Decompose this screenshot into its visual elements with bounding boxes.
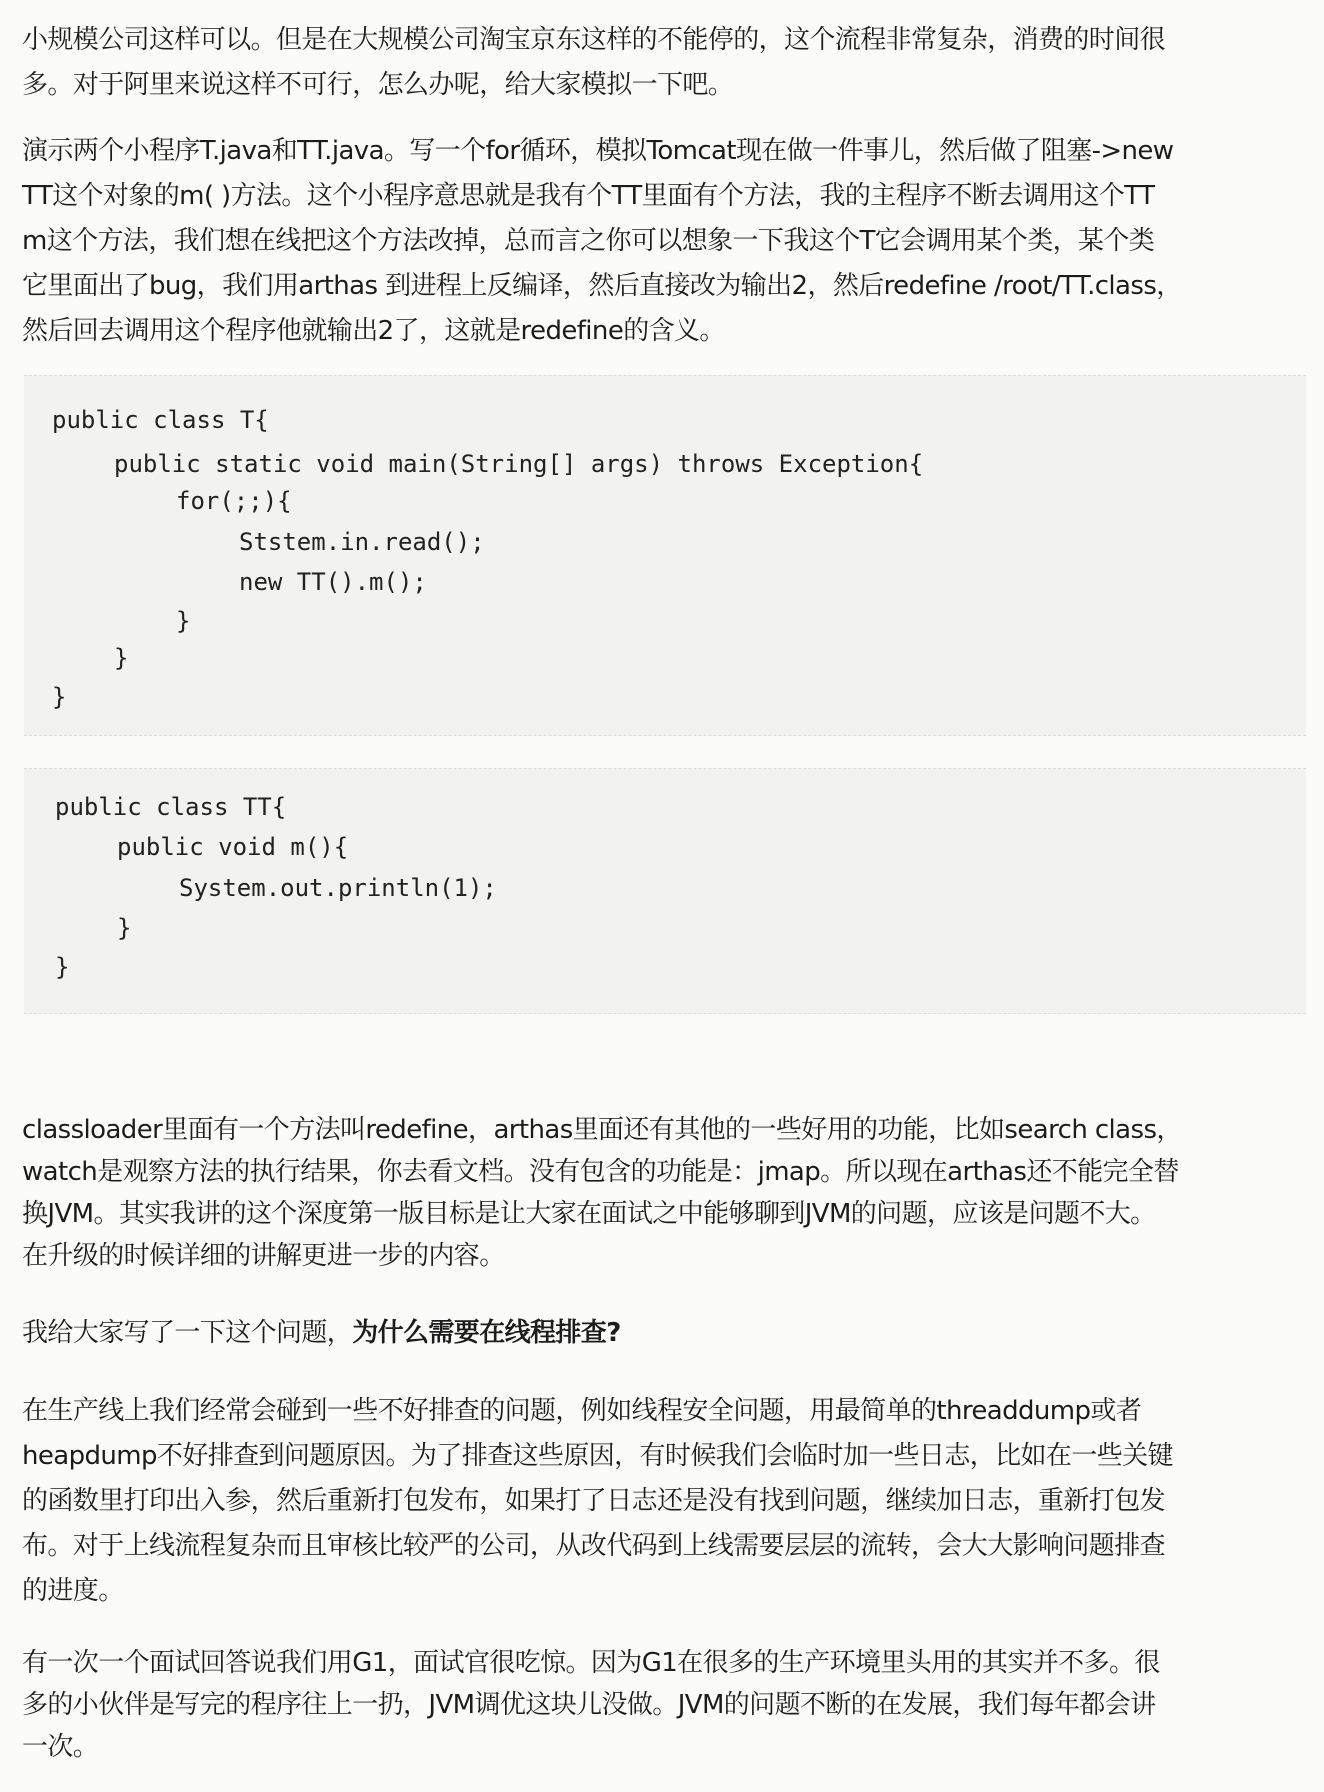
code-block-T xyxy=(24,375,1306,736)
text-plain: 我给大家写了一下这个问题， xyxy=(22,1318,353,1348)
code-line: for(;;){ xyxy=(176,487,292,515)
text-line: 在升级的时候详细的讲解更进一步的内容。 xyxy=(22,1241,505,1271)
text-line: 一次。 xyxy=(22,1732,99,1762)
text-line: heapdump不好排查到问题原因。为了排查这些原因，有时候我们会临时加一些日志，比如在一些关键 xyxy=(22,1441,1173,1471)
text-line: 在生产线上我们经常会碰到一些不好排查的问题，例如线程安全问题，用最简单的threaddump或者 xyxy=(22,1396,1142,1426)
paragraph-demo xyxy=(22,129,1322,354)
code-line: public void m(){ xyxy=(117,833,349,861)
text-line: 布。对于上线流程复杂而且审核比较严的公司，从改代码到上线需要层层的流转，会大大影响问题排查 xyxy=(22,1531,1166,1561)
code-line: } xyxy=(117,914,132,942)
code-line: } xyxy=(114,644,129,672)
code-line: new TT().m(); xyxy=(239,568,427,596)
text-line: 换JVM。其实我讲的这个深度第一版目标是让大家在面试之中能够聊到JVM的问题，应该是问题不大。 xyxy=(22,1199,1156,1229)
text-line: m这个方法，我们想在线把这个方法改掉，总而言之你可以想象一下我这个T它会调用某个类，某个类 xyxy=(22,226,1155,256)
code-line: public class T{ xyxy=(52,406,269,434)
text-line: TT这个对象的m( )方法。这个小程序意思就是我有个TT里面有个方法，我的主程序不断去调用这个TT xyxy=(22,181,1155,211)
code-block-TT xyxy=(24,768,1306,1014)
text-line: 演示两个小程序T.java和TT.java。写一个for循环，模拟Tomcat现在做一件事儿，然后做了阻塞->new xyxy=(22,136,1174,166)
code-line: System.out.println(1); xyxy=(179,874,497,902)
code-line: public class TT{ xyxy=(55,793,287,821)
text-line: 多的小伙伴是写完的程序往上一扔，JVM调优这块儿没做。JVM的问题不断的在发展，我们每年都会讲 xyxy=(22,1690,1156,1720)
code-line: public static void main(String[] args) throws Exception{ xyxy=(114,450,924,478)
text-line: 的函数里打印出入参，然后重新打包发布，如果打了日志还是没有找到问题，继续加日志，重新打包发 xyxy=(22,1486,1166,1516)
text-line: 小规模公司这样可以。但是在大规模公司淘宝京东这样的不能停的，这个流程非常复杂，消费的时间很 xyxy=(22,25,1166,55)
code-line: } xyxy=(52,683,67,711)
text-line: watch是观察方法的执行结果，你去看文档。没有包含的功能是：jmap。所以现在arthas还不能完全替 xyxy=(22,1157,1179,1187)
paragraph-g1 xyxy=(22,1642,1322,1768)
text-line: classloader里面有一个方法叫redefine，arthas里面还有其他的一些好用的功能，比如search class， xyxy=(22,1115,1182,1145)
text-line: 然后回去调用这个程序他就输出2了，这就是redefine的含义。 xyxy=(22,316,725,346)
code-line: } xyxy=(176,607,191,635)
code-line: } xyxy=(55,953,70,981)
text-line: 它里面出了bug，我们用arthas 到进程上反编译，然后直接改为输出2，然后redefine /root/TT.class， xyxy=(22,271,1182,301)
paragraph-question xyxy=(22,1311,1322,1356)
paragraph-intro xyxy=(22,18,1322,108)
text-line: 多。对于阿里来说这样不可行，怎么办呢，给大家模拟一下吧。 xyxy=(22,70,734,100)
paragraph-production xyxy=(22,1389,1322,1614)
text-line: 的进度。 xyxy=(22,1576,124,1606)
text-line: 有一次一个面试回答说我们用G1，面试官很吃惊。因为G1在很多的生产环境里头用的其实并不多。很 xyxy=(22,1648,1160,1678)
text-bold-question: 为什么需要在线程排查? xyxy=(352,1318,621,1348)
code-line: Ststem.in.read(); xyxy=(239,528,485,556)
paragraph-classloader xyxy=(22,1109,1322,1277)
